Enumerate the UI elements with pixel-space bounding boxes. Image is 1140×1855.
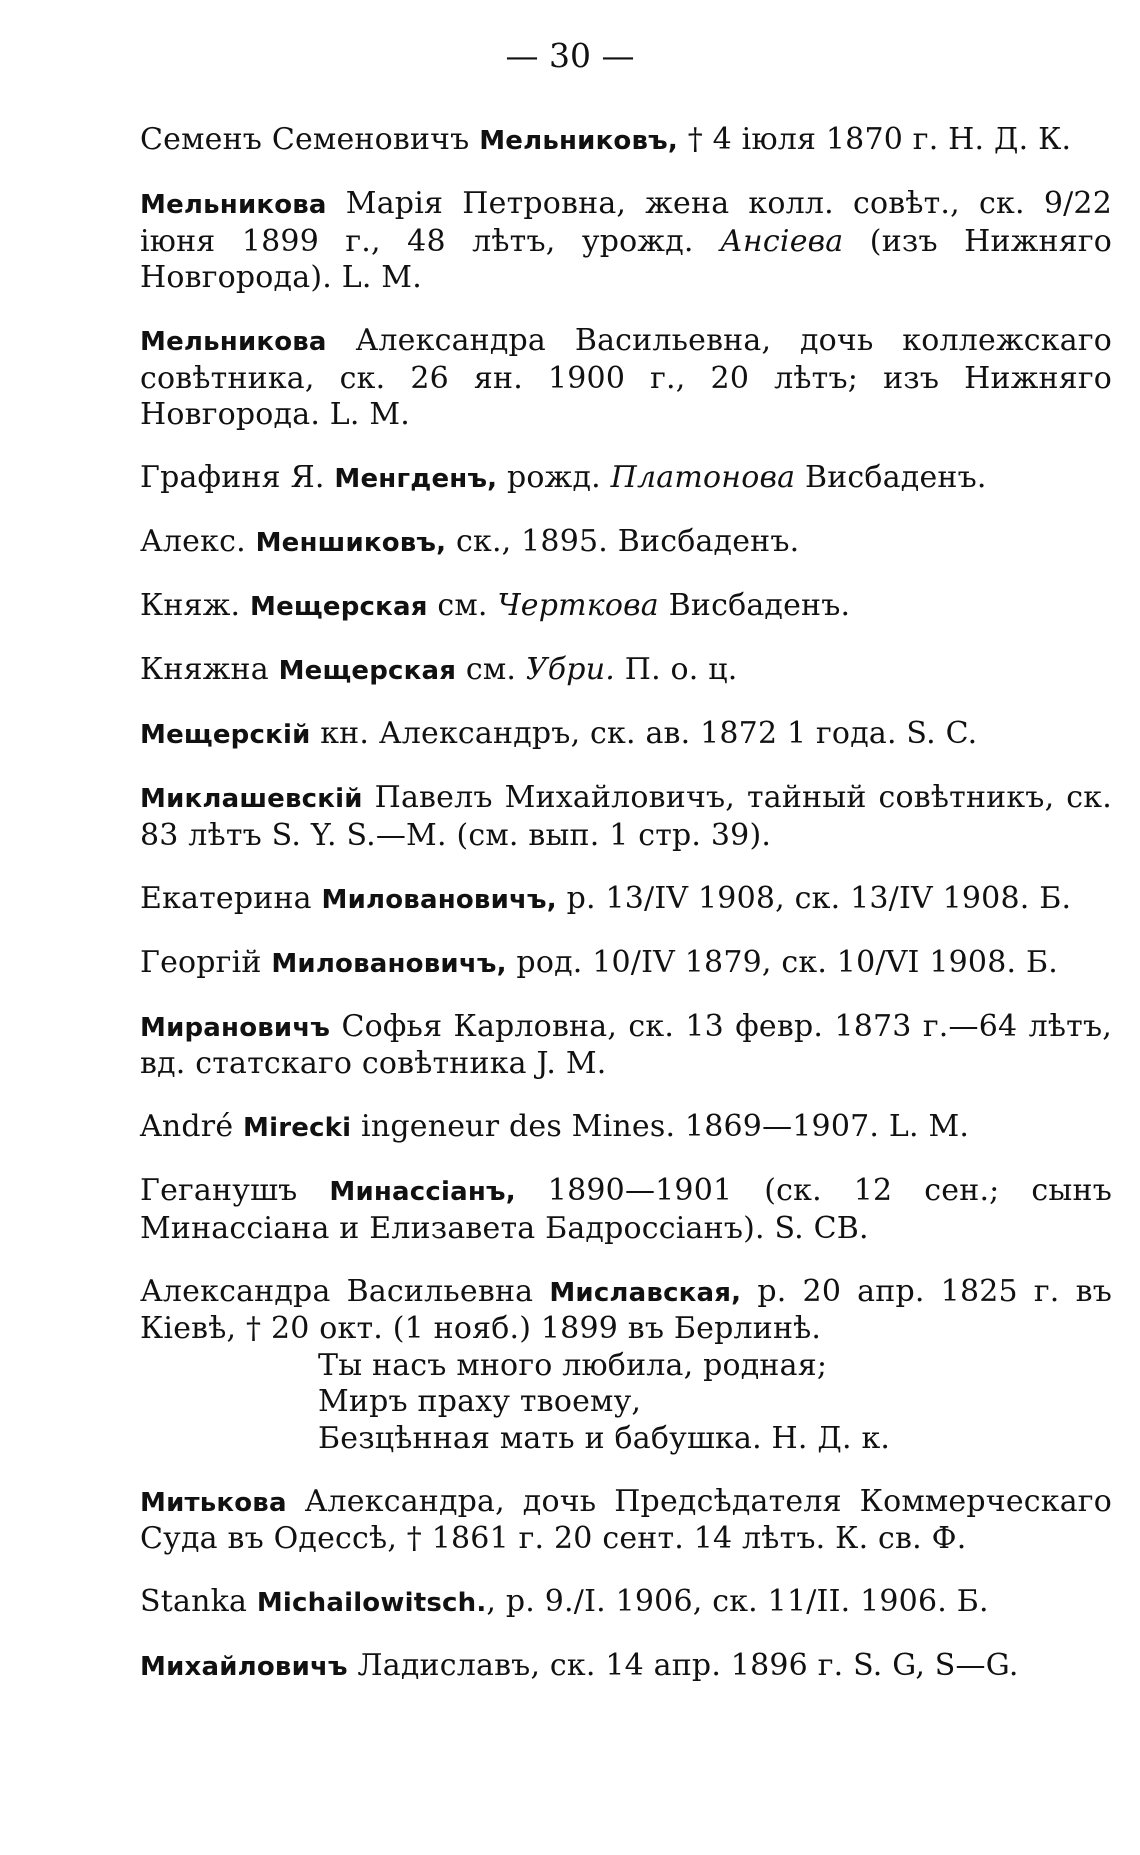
surname: Мельниковъ, [479,126,678,156]
entry-text: , р. 9./I. 1906, ск. 11/II. 1906. Б. [486,1584,989,1619]
surname: Миславская, [549,1277,742,1308]
entry-text: рожд. [497,460,611,495]
entry-text: р. 20 апр. 1825 г. въ Кіевѣ, † 20 окт. (1 нояб.) 1899 въ Берлинѣ. [140,1273,1112,1346]
surname: Мирановичъ [140,1012,331,1043]
entry-mikhaylovich [140,1648,1112,1686]
entry-text: Stanka [140,1584,257,1619]
entry-text: П. о. ц. [614,652,738,687]
entry-text: см. [456,652,526,687]
surname: Michailowitsch. [256,1588,487,1618]
page-number: — 30 — [505,36,635,75]
entry-text: Геганушъ [140,1173,330,1208]
entry-text: Висбаденъ. [658,588,851,623]
poem-line: Миръ праху твоему, [318,1384,642,1419]
cross-reference: Убри. [525,652,615,687]
entry-text: Графиня Я. [140,460,335,495]
necrology-entries [140,122,1112,1712]
entry-text: 1890—1901 (ск. 12 сен.; сынъ Минассіана и Елизавета Бадроссіанъ). S. CB. [140,1173,1112,1246]
entry-meshcherskaya-knyaz [140,588,1112,626]
entry-text: Семенъ Семеновичъ [140,122,480,157]
surname: Мельникова [140,190,327,220]
entry-text: Павелъ Михайловичъ, тайный совѣтникъ, ск. 83 лѣтъ S. Y. S.—M. (см. вып. 1 стр. 39). [140,780,1112,853]
entry-mengden [140,460,1112,498]
entry-text: Алекс. [140,524,256,559]
entry-michailowitsch [140,1584,1112,1622]
entry-text: Марія Петровна, жена колл. совѣт., ск. 9/22 іюня 1899 г., 48 лѣтъ, урожд. [140,186,1112,259]
entry-text: кн. Александръ, ск. ав. 1872 1 года. S. C. [310,716,978,751]
entry-text: Княжна [140,652,279,687]
surname: Минассіанъ, [329,1177,516,1207]
surname: Миклашевскій [140,784,363,814]
cross-reference: Черткова [497,588,659,623]
entry-text: † 4 іюля 1870 г. Н. Д. К. [677,122,1072,157]
entry-mitkova [140,1484,1112,1558]
entry-text: ск., 1895. Висбаденъ. [446,524,800,559]
entry-text: Георгій [140,944,272,980]
surname: Менгденъ, [334,464,498,494]
entry-milovanovich-georgiy [140,945,1112,983]
entry-text: Александра Васильевна [140,1273,550,1309]
entry-mirecki [140,1109,1112,1147]
surname: Мельникова [140,327,327,357]
entry-text: Александра, дочь Предсѣдателя Коммерческаго Суда въ Одессѣ, † 1861 г. 20 сент. 14 лѣтъ. К. св. Ф. [140,1483,1112,1556]
entry-miklashevskiy [140,780,1112,854]
entry-meshcherskaya-knyazhna [140,652,1112,690]
entry-mislavskaya [140,1274,1112,1458]
entry-text: Софья Карловна, ск. 13 февр. 1873 г.—64 лѣтъ, вд. статскаго совѣтника J. M. [140,1008,1112,1081]
entry-melnikova-alexandra [140,323,1112,434]
surname: Меншиковъ, [255,528,447,558]
surname: Миловановичъ, [321,884,557,915]
entry-text: André [140,1109,244,1144]
entry-minassian [140,1173,1112,1247]
entry-text: р. 13/IV 1908, ск. 13/IV 1908. Б. [556,880,1072,916]
surname: Миловановичъ, [271,948,507,979]
entry-text: род. 10/IV 1879, ск. 10/VI 1908. Б. [506,944,1058,980]
entry-milovanovich-ekaterina [140,881,1112,919]
entry-miranovich [140,1009,1112,1083]
entry-text: ingeneur des Mines. 1869—1907. L. M. [351,1109,970,1144]
entry-text: Александра Васильевна, дочь коллежскаго совѣтника, ск. 26 ян. 1900 г., 20 лѣтъ; изъ Нижняго Новгорода. L. M. [140,323,1112,432]
entry-meshcherskiy [140,716,1112,754]
surname: Mirecki [243,1113,352,1143]
entry-text: (изъ Нижняго Новгорода). L. M. [140,223,1112,295]
maiden-name: Ансіева [720,223,844,259]
entry-text: Екатерина [140,880,322,916]
surname: Мещерская [250,592,428,622]
surname: Митькова [140,1487,287,1518]
surname: Мещерскій [140,720,311,750]
entry-melnikov-semen [140,122,1112,160]
entry-menshikov [140,524,1112,562]
entry-text: Ладиславъ, ск. 14 апр. 1896 г. S. G, S—G. [347,1648,1019,1683]
entry-text: см. [427,588,498,623]
epitaph-poem [140,1348,1112,1458]
poem-line: Ты насъ много любила, родная; [318,1347,828,1383]
surname: Михайловичъ [140,1652,348,1682]
surname: Мещерская [278,656,457,686]
entry-text: Висбаденъ. [795,460,987,495]
entry-text: Княж. [140,588,251,623]
poem-line: Безцѣнная мать и бабушка. Н. Д. к. [318,1420,891,1456]
maiden-name: Платонова [610,460,796,495]
entry-melnikova-maria [140,186,1112,297]
